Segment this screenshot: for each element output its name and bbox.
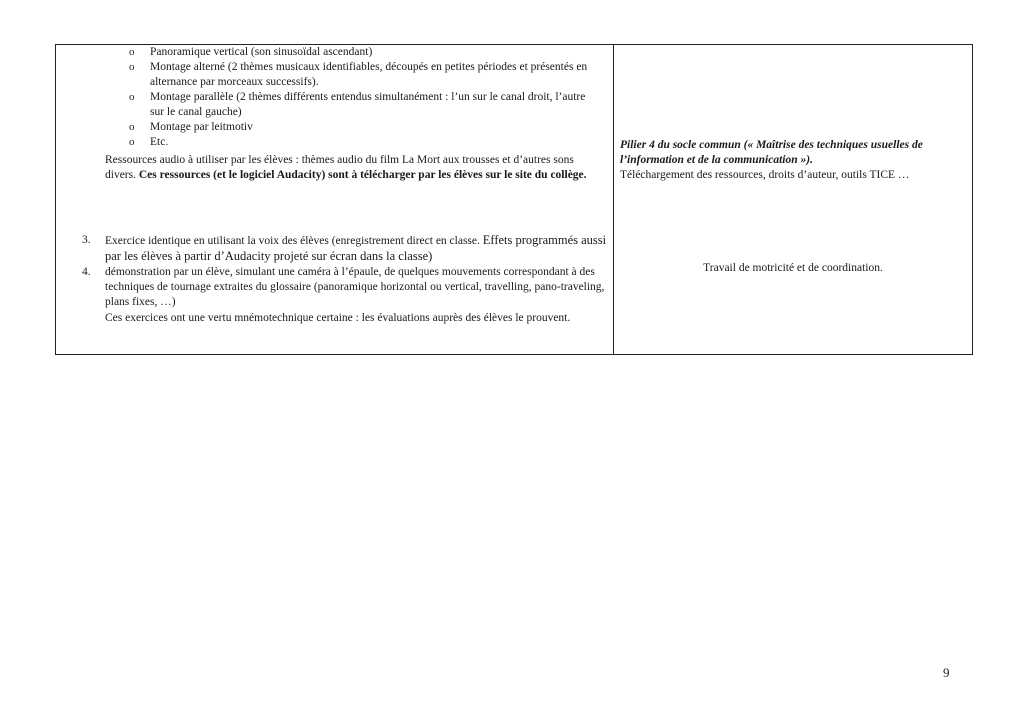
pillar-title: Pilier 4 du socle commun (« Maîtrise des techniques usuelles de l’information et de la communication »). xyxy=(620,139,923,166)
numbered-exercise-list xyxy=(82,233,607,310)
motor-skills-note: Travail de motricité et de coordination. xyxy=(703,262,883,274)
exercise-text: Exercice identique en utilisant la voix des élèves (enregistrement direct en classe. xyxy=(105,235,480,247)
pillar-details: Téléchargement des ressources, droits d’auteur, outils TICE … xyxy=(620,169,910,181)
bullet-text: Panoramique vertical (son sinusoïdal ascendant) xyxy=(150,46,373,58)
bullet-text: Montage alterné (2 thèmes musicaux identifiables, découpés en petites périodes et présentés en alternance par morceaux successifs). xyxy=(150,61,588,88)
list-item xyxy=(126,60,596,90)
exercise-number: 3. xyxy=(82,234,91,246)
right-column xyxy=(614,45,972,354)
list-item xyxy=(126,135,596,150)
left-column xyxy=(56,45,614,354)
content-table xyxy=(55,44,973,355)
resources-paragraph xyxy=(105,153,595,183)
exercise-number: 4. xyxy=(82,266,91,278)
list-item xyxy=(126,120,596,135)
exercise-item-3 xyxy=(82,233,607,265)
exercise-text: démonstration par un élève, simulant une caméra à l’épaule, de quelques mouvements correspondant à des techniques de tournage extraites du glossaire (panoramique horizontal ou vertical, travelling, pano-traveling, plans fixes, …) xyxy=(105,266,605,308)
circle-bullet-icon: o xyxy=(129,91,135,103)
bullet-text: Montage parallèle (2 thèmes différents entendus simultanément : l’un sur le canal droit, l’autre sur le canal gauche) xyxy=(150,91,586,118)
list-item xyxy=(126,45,596,60)
bullet-text: Montage par leitmotiv xyxy=(150,121,253,133)
bullet-text: Etc. xyxy=(150,136,169,148)
page-number: 9 xyxy=(943,665,950,680)
resources-download-note: Ces ressources (et le logiciel Audacity) sont à télécharger par les élèves sur le site du collège. xyxy=(138,169,587,181)
circle-bullet-icon: o xyxy=(129,61,135,73)
exercise-text-continued: Effets programmés aussi par les élèves à partir d’Audacity projeté sur écran dans la classe) xyxy=(105,233,607,263)
conclusion-paragraph: Ces exercices ont une vertu mnémotechnique certaine : les évaluations auprès des élèves le prouvent. xyxy=(105,312,571,324)
list-item xyxy=(126,90,596,120)
circle-bullet-icon: o xyxy=(129,121,135,133)
exercise-item-4 xyxy=(82,265,607,310)
technique-bullet-list xyxy=(126,45,596,150)
circle-bullet-icon: o xyxy=(129,46,135,58)
resources-text: Ressources audio à utiliser par les élèves : thèmes audio du film La Mort aux trousses et d’autres sons divers. xyxy=(105,154,574,181)
pillar-block xyxy=(620,138,970,183)
circle-bullet-icon: o xyxy=(129,136,135,148)
